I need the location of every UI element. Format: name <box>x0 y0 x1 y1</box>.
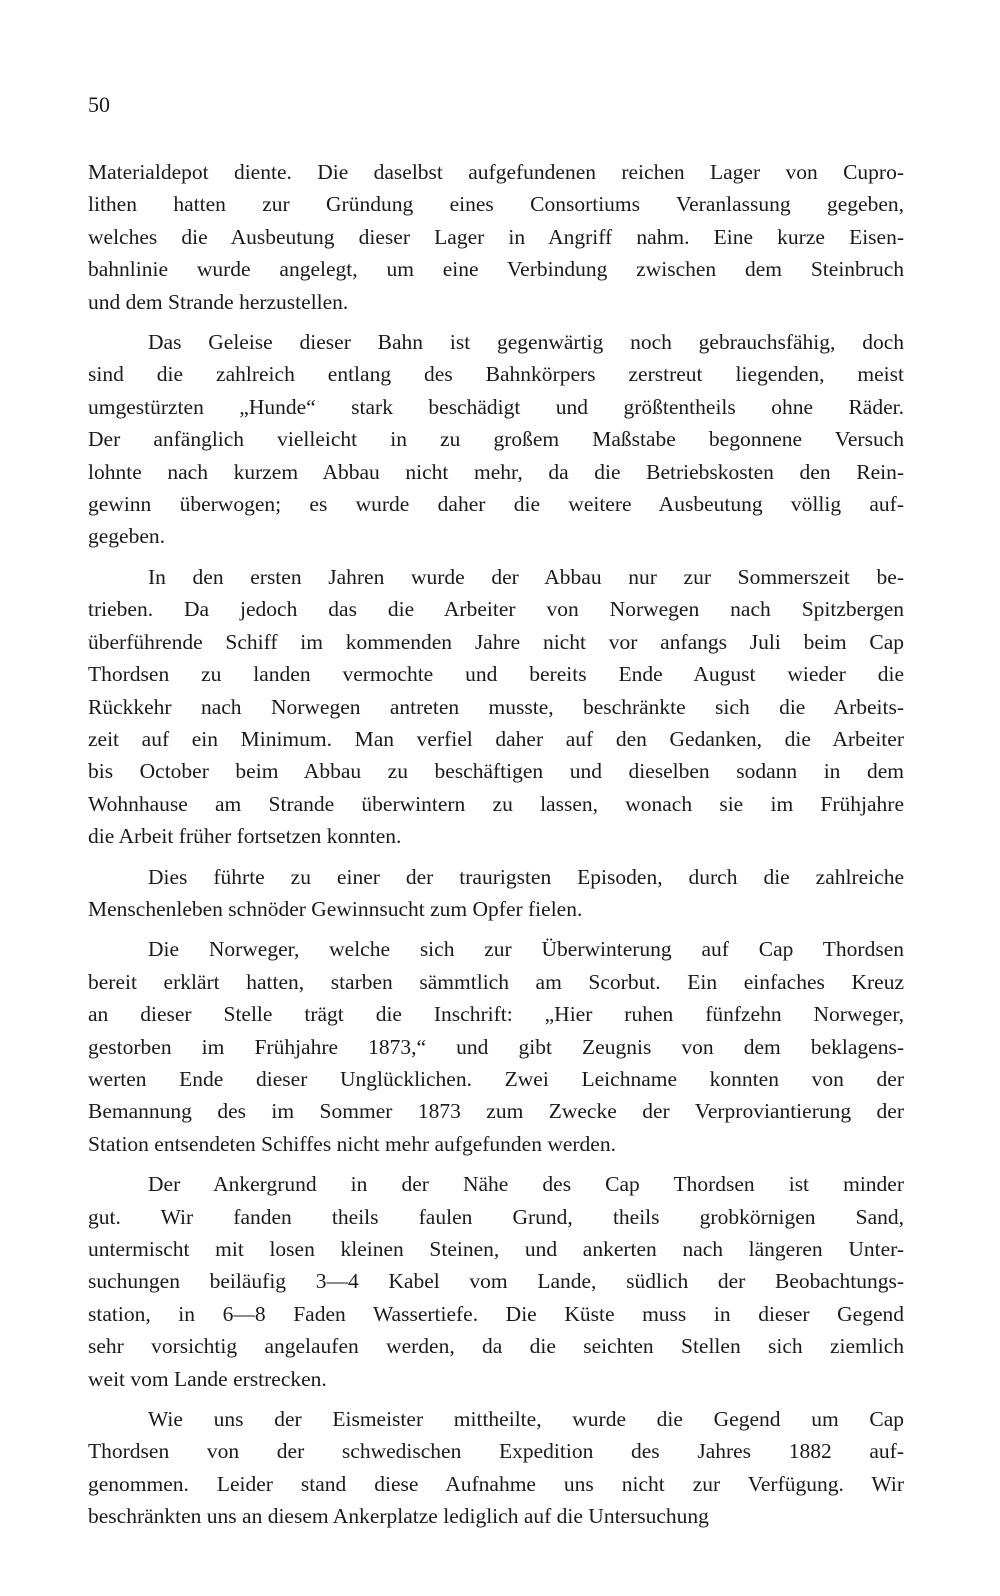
body-text <box>88 156 904 1533</box>
text-line: sind die zahlreich entlang des Bahnkörpers zerstreut liegenden, meist <box>88 362 904 387</box>
text-line: werten Ende dieser Unglücklichen. Zwei Leichname konnten von der <box>88 1066 904 1091</box>
text-line: gestorben im Frühjahre 1873,“ und gibt Zeugnis von dem beklagens- <box>88 1034 904 1059</box>
text-line: zeit auf ein Minimum. Man verfiel daher auf den Gedanken, die Arbeiter <box>88 726 904 751</box>
text-line: bahnlinie wurde angelegt, um eine Verbindung zwischen dem Steinbruch <box>88 257 904 282</box>
text-line: Dies führte zu einer der traurigsten Episoden, durch die zahlreiche <box>148 864 904 889</box>
text-line: Rückkehr nach Norwegen antreten musste, beschränkte sich die Arbeits- <box>88 694 904 719</box>
text-line: an dieser Stelle trägt die Inschrift: „Hier ruhen fünfzehn Norweger, <box>88 1002 904 1027</box>
page-number: 50 <box>88 92 110 117</box>
text-line: die Arbeit früher fortsetzen konnten. <box>88 824 402 849</box>
text-line: In den ersten Jahren wurde der Abbau nur zur Sommerszeit be- <box>148 564 904 589</box>
text-line: welches die Ausbeutung dieser Lager in Angriff nahm. Eine kurze Eisen- <box>88 224 904 249</box>
text-line: Die Norweger, welche sich zur Überwinterung auf Cap Thordsen <box>148 937 904 962</box>
paragraph <box>88 933 904 1160</box>
text-line: bis October beim Abbau zu beschäftigen und dieselben sodann in dem <box>88 759 904 784</box>
book-page <box>88 0 904 1596</box>
text-line: station, in 6—8 Faden Wassertiefe. Die Küste muss in dieser Gegend <box>88 1301 904 1326</box>
text-line: Wie uns der Eismeister mittheilte, wurde die Gegend um Cap <box>148 1407 904 1432</box>
text-line: Station entsendeten Schiffes nicht mehr aufgefunden werden. <box>88 1131 616 1156</box>
paragraph <box>88 326 904 553</box>
text-line: Der anfänglich vielleicht in zu großem Maßstabe begonnene Versuch <box>88 427 904 452</box>
paragraph <box>88 861 904 926</box>
text-line: gut. Wir fanden theils faulen Grund, theils grobkörnigen Sand, <box>88 1204 904 1229</box>
paragraph <box>88 561 904 853</box>
text-line: sehr vorsichtig angelaufen werden, da die seichten Stellen sich ziemlich <box>88 1334 904 1359</box>
text-line: umgestürzten „Hunde“ stark beschädigt und größtentheils ohne Räder. <box>88 394 904 419</box>
paragraph <box>88 156 904 318</box>
text-line: Materialdepot diente. Die daselbst aufgefundenen reichen Lager von Cupro- <box>88 160 904 184</box>
text-line: beschränkten uns an diesem Ankerplatze lediglich auf die Untersuchung <box>88 1504 709 1529</box>
text-line: lithen hatten zur Gründung eines Consortiums Veranlassung gegeben, <box>88 192 904 217</box>
text-line: suchungen beiläufig 3—4 Kabel vom Lande, südlich der Beobachtungs- <box>88 1269 904 1294</box>
text-line: Thordsen zu landen vermochte und bereits Ende August wieder die <box>88 662 904 687</box>
text-line: gewinn überwogen; es wurde daher die weitere Ausbeutung völlig auf- <box>88 492 904 517</box>
text-line: Menschenleben schnöder Gewinnsucht zum Opfer fielen. <box>88 896 583 921</box>
text-line: überführende Schiff im kommenden Jahre nicht vor anfangs Juli beim Cap <box>88 629 904 654</box>
text-line: Wohnhause am Strande überwintern zu lassen, wonach sie im Frühjahre <box>88 791 904 816</box>
text-line: weit vom Lande erstrecken. <box>88 1366 327 1391</box>
text-line: Thordsen von der schwedischen Expedition des Jahres 1882 auf- <box>88 1439 904 1464</box>
text-line: genommen. Leider stand diese Aufnahme uns nicht zur Verfügung. Wir <box>88 1471 904 1496</box>
text-line: bereit erklärt hatten, starben sämmtlich am Scorbut. Ein einfaches Kreuz <box>88 969 904 994</box>
paragraph <box>88 1403 904 1533</box>
text-line: gegeben. <box>88 524 166 549</box>
text-line: Der Ankergrund in der Nähe des Cap Thordsen ist minder <box>148 1172 904 1197</box>
text-line: lohnte nach kurzem Abbau nicht mehr, da die Betriebskosten den Rein- <box>88 459 904 484</box>
text-line: Das Geleise dieser Bahn ist gegenwärtig noch gebrauchsfähig, doch <box>148 330 904 355</box>
text-line: und dem Strande herzustellen. <box>88 289 349 314</box>
paragraph <box>88 1168 904 1395</box>
text-line: untermischt mit losen kleinen Steinen, und ankerten nach längeren Unter- <box>88 1237 904 1261</box>
text-line: trieben. Da jedoch das die Arbeiter von Norwegen nach Spitzbergen <box>88 597 904 622</box>
text-line: Bemannung des im Sommer 1873 zum Zwecke der Verproviantierung der <box>88 1099 904 1124</box>
